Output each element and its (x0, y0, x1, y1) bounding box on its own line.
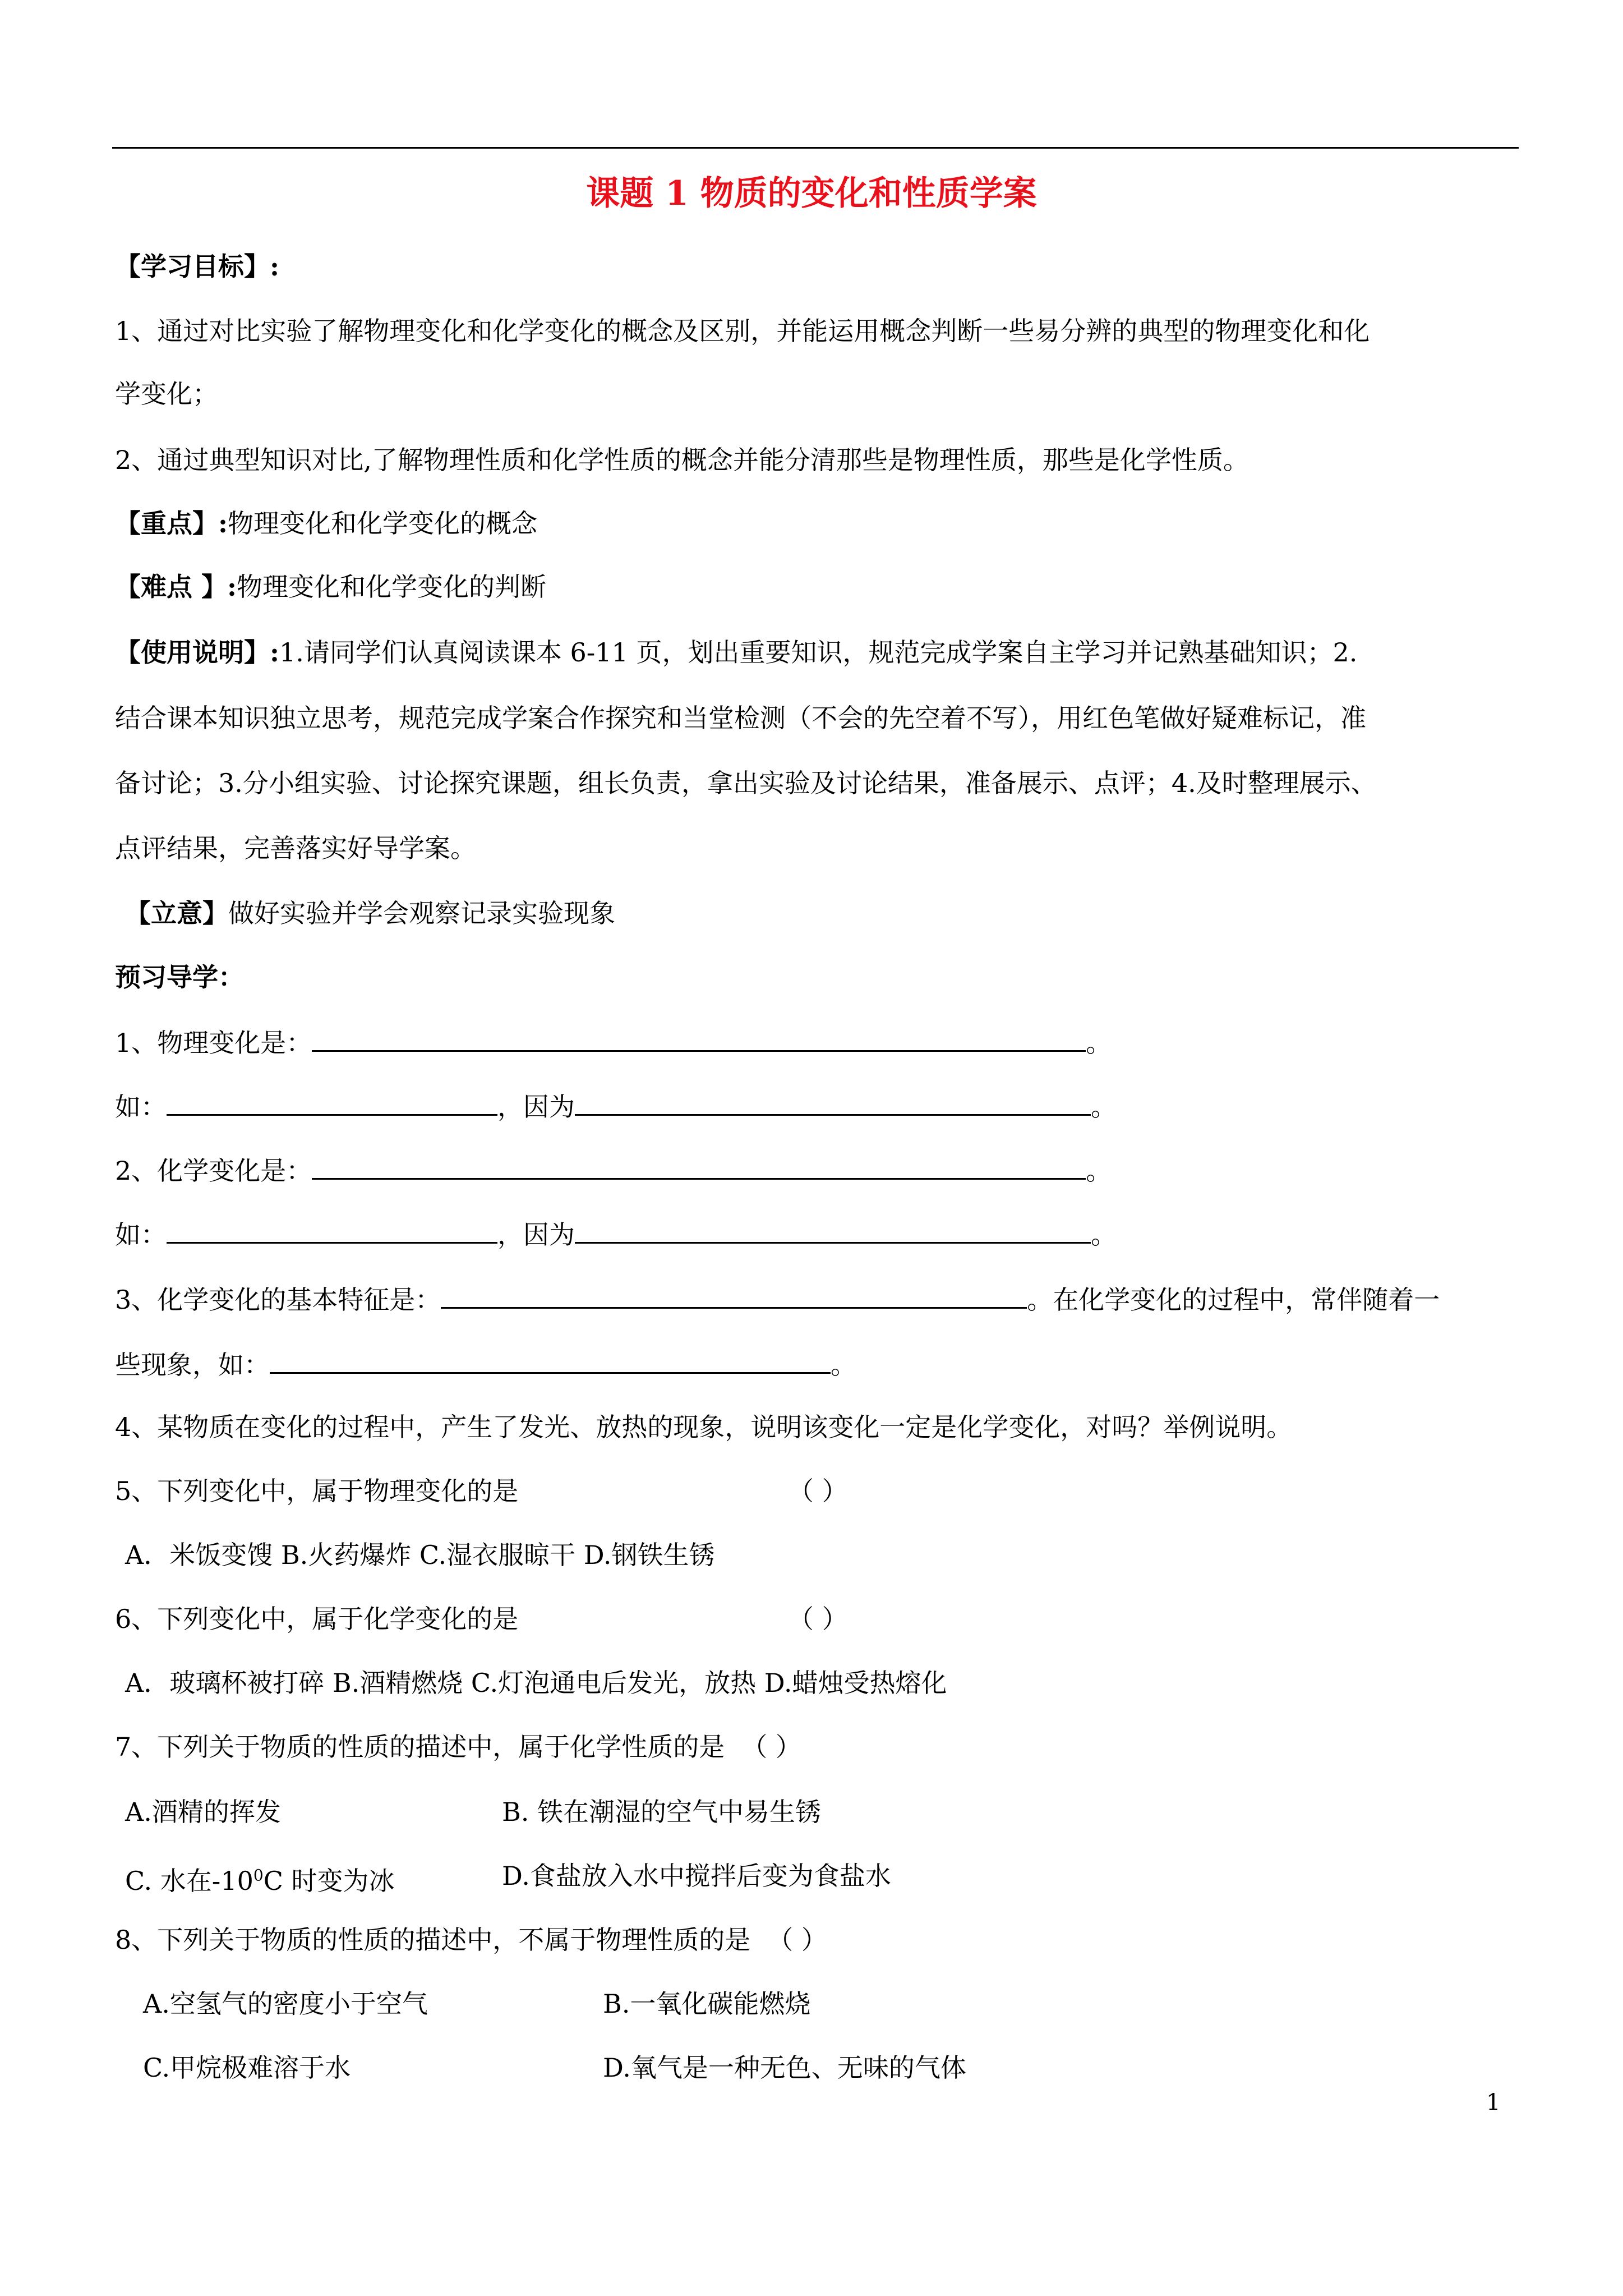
example-prefix: 如： (115, 1092, 167, 1122)
question-8 (115, 1923, 1517, 1957)
question-6-text: 6、下列变化中，属于化学变化的是 (115, 1604, 519, 1634)
answer-paren[interactable]: （ ） (767, 1925, 827, 1955)
question-3-mid: 。在化学变化的过程中，常伴随着一 (1027, 1285, 1440, 1315)
usage-line-3: 备讨论；3.分小组实验、讨论探究课题，组长负责，拿出实验及讨论结果，准备展示、点评；4.及时整理展示、 (115, 768, 1377, 798)
usage-line-1 (115, 636, 1517, 669)
end-mark: 。 (1091, 1220, 1117, 1250)
goal-item-1-line-1: 1、通过对比实验了解物理变化和化学变化的概念及区别，并能运用概念判断一些易分辨的典型的物理变化和化 (115, 316, 1370, 346)
question-7-text: 7、下列关于物质的性质的描述中，属于化学性质的是 (115, 1732, 725, 1762)
question-7 (115, 1730, 1517, 1764)
question-3-line-2-text: 些现象，如： (115, 1350, 270, 1380)
example-blank[interactable] (167, 1088, 497, 1116)
degree-superscript: 0 (253, 1866, 264, 1885)
option-d: D.氧气是一种无色、无味的气体 (603, 2053, 966, 2083)
options-text: A．玻璃杯被打碎 B.酒精燃烧 C.灯泡通电后发光，放热 D.蜡烛受热熔化 (125, 1668, 947, 1698)
reason-blank[interactable] (575, 1088, 1091, 1116)
question-8-options-row-1 (115, 1987, 1517, 2021)
answer-blank[interactable] (441, 1281, 1027, 1309)
answer-paren[interactable]: （ ） (741, 1732, 801, 1762)
header-rule (112, 147, 1519, 149)
question-2-example (115, 1216, 1517, 1251)
answer-blank[interactable] (270, 1346, 831, 1374)
usage-line-4: 点评结果，完善落实好导学案。 (115, 833, 476, 863)
goal-item-2: 2、通过典型知识对比,了解物理性质和化学性质的概念并能分清那些是物理性质，那些是化学性质。 (115, 445, 1249, 475)
end-mark: 。 (831, 1350, 856, 1380)
reason-blank[interactable] (575, 1216, 1091, 1244)
option-c-pre: C. 水在-10 (125, 1866, 253, 1897)
question-3 (115, 1281, 1517, 1317)
end-mark: 。 (1086, 1156, 1112, 1186)
intent-text: 做好实验并学会观察记录实验现象 (228, 898, 615, 928)
key-point-text: 物理变化和化学变化的概念 (227, 508, 537, 539)
difficulty-label: 【难点 】: (115, 572, 237, 602)
key-point-label: 【重点】: (115, 508, 228, 539)
question-7-options-row-2 (115, 1859, 1517, 1898)
question-5-options (115, 1538, 1517, 1572)
options-text: A．米饭变馊 B.火药爆炸 C.湿衣服晾干 D.钢铁生锈 (125, 1540, 715, 1570)
answer-paren[interactable]: （ ） (788, 1476, 848, 1506)
example-blank[interactable] (167, 1216, 497, 1244)
intent-label: 【立意】 (125, 898, 228, 928)
end-mark: 。 (1091, 1092, 1117, 1122)
question-8-text: 8、下列关于物质的性质的描述中，不属于物理性质的是 (115, 1925, 751, 1955)
preview-heading: 预习导学： (115, 962, 244, 992)
question-3-text: 3、化学变化的基本特征是： (115, 1285, 441, 1315)
answer-paren[interactable]: （ ） (788, 1604, 848, 1634)
page-number: 1 (1486, 2090, 1501, 2115)
document-title: 课题 1 物质的变化和性质学案 (586, 174, 1037, 213)
question-8-options-row-2 (115, 2051, 1517, 2085)
option-a: A.空氢气的密度小于空气 (143, 1989, 428, 2019)
goals-label: 【学习目标】: (115, 251, 279, 282)
question-5-text: 5、下列变化中，属于物理变化的是 (115, 1476, 519, 1506)
option-c: C.甲烷极难溶于水 (143, 2053, 351, 2083)
option-c (125, 1866, 395, 1896)
answer-blank[interactable] (312, 1152, 1086, 1180)
usage-text-1: 1.请同学们认真阅读课本 6-11 页，划出重要知识，规范完成学案自主学习并记熟基础知识；2. (279, 637, 1358, 668)
question-6-options (115, 1666, 1517, 1700)
difficulty-text: 物理变化和化学变化的判断 (237, 572, 546, 602)
question-7-options-row-1 (115, 1795, 1517, 1829)
end-mark: 。 (1086, 1028, 1112, 1058)
because-text: ，因为 (497, 1220, 575, 1250)
question-3-line-2 (115, 1346, 1517, 1382)
answer-blank[interactable] (312, 1024, 1086, 1052)
question-5 (115, 1474, 1517, 1508)
question-1-example (115, 1088, 1517, 1124)
option-b: B.一氧化碳能燃烧 (603, 1989, 811, 2019)
intent (115, 896, 1517, 930)
because-text: ，因为 (497, 1092, 575, 1122)
question-1-text: 1、物理变化是： (115, 1028, 312, 1058)
usage-line-2: 结合课本知识独立思考，规范完成学案合作探究和当堂检测（不会的先空着不写），用红色笔做好疑难标记，准 (115, 703, 1366, 733)
question-6 (115, 1602, 1517, 1636)
option-c-post: C 时变为冰 (263, 1866, 395, 1897)
option-d: D.食盐放入水中搅拌后变为食盐水 (502, 1861, 891, 1891)
goal-item-1-line-2: 学变化； (115, 379, 218, 409)
example-prefix: 如： (115, 1220, 167, 1250)
question-1 (115, 1024, 1517, 1060)
key-point (115, 507, 1517, 540)
option-a: A.酒精的挥发 (125, 1797, 281, 1827)
usage-label: 【使用说明】: (115, 637, 279, 668)
option-b: B. 铁在潮湿的空气中易生锈 (502, 1797, 822, 1827)
question-2 (115, 1152, 1517, 1188)
difficulty (115, 570, 1517, 604)
question-2-text: 2、化学变化是： (115, 1156, 312, 1186)
question-4: 4、某物质在变化的过程中，产生了发光、放热的现象，说明该变化一定是化学变化，对吗？举例说明。 (115, 1412, 1293, 1442)
